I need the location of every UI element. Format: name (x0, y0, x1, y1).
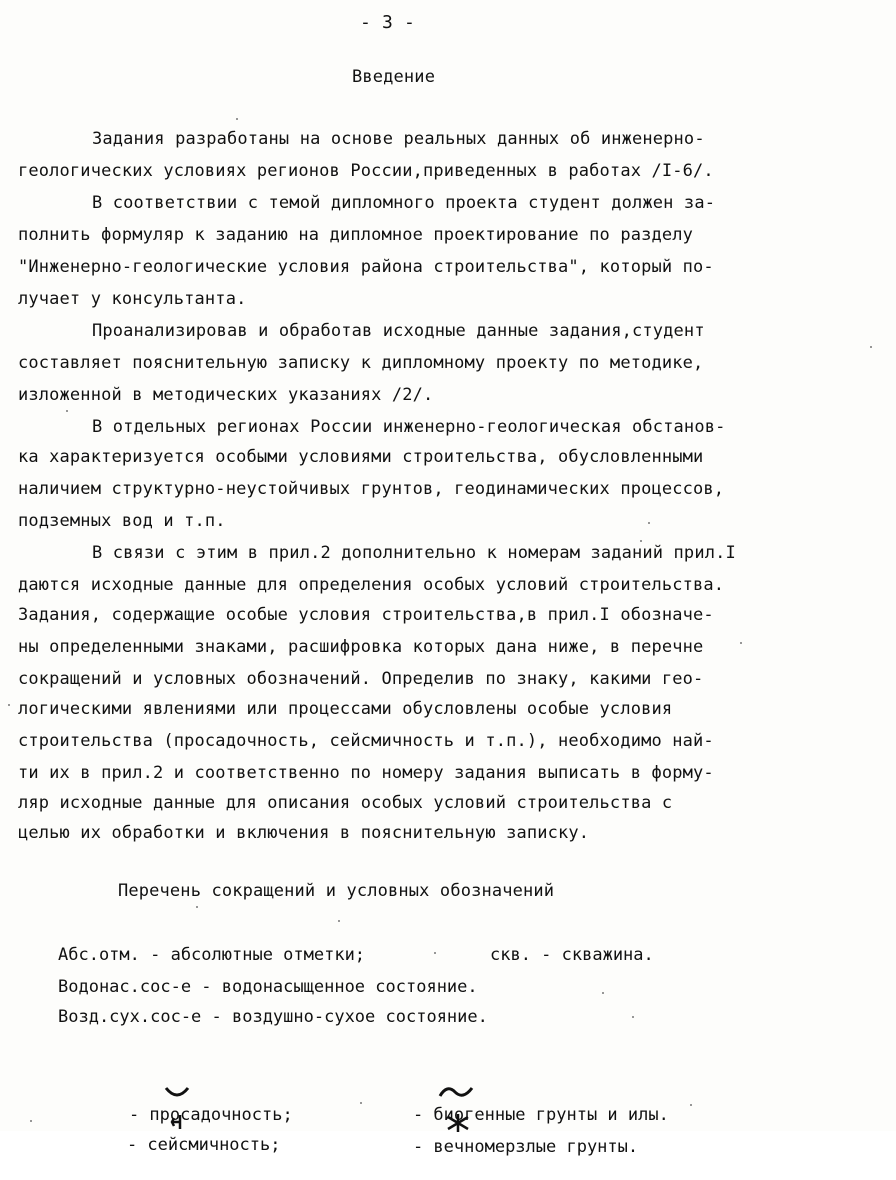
text-line: сокращений и условных обозначений. Определив по знаку, какими гео- (18, 669, 704, 689)
text-line: В соответствии с темой дипломного проекта студент должен за- (92, 193, 716, 213)
text-line: логическими явлениями или процессами обусловлены особые условия (18, 699, 673, 719)
text-line: лучает у консультанта. (18, 289, 247, 309)
text-line: "Инженерно-геологические условия района строительства", который по- (18, 257, 714, 277)
text-line: изложенной в методических указаниях /2/. (18, 385, 434, 405)
text-line: ны определенными знаками, расшифровка которых дана ниже, в перечне (18, 637, 704, 657)
text-line: составляет пояснительную записку к дипломному проекту по методике, (18, 353, 704, 373)
text-line: ляр исходные данные для описания особых условий строительства с (18, 793, 673, 813)
text-line: строительства (просадочность, сейсмичность и т.п.), необходимо най- (18, 731, 714, 751)
abbr-biogen: - биогенные грунты и илы. (336, 1038, 669, 1148)
abbr-seism: - сейсмичность; (66, 1068, 280, 1178)
text-line: Задания, содержащие особые условия строительства,в прил.I обозначе- (18, 605, 714, 625)
text-line: наличием структурно-неустойчивых грунтов, геодинамических процессов, (18, 479, 725, 499)
text-line: Задания разработаны на основе реальных данных об инженерно- (92, 129, 705, 149)
abbr-vodonas: Водонас.сос-е - водонасыщенное состояние. (58, 977, 478, 997)
text-line: геологических условиях регионов России,приведенных в работах /I-6/. (18, 161, 714, 181)
text-line: полнить формуляр к заданию на дипломное проектирование по разделу (18, 225, 694, 245)
abbr-vechnomerz: - вечномерзлые грунты. (340, 1068, 638, 1180)
abbreviations-title: Перечень сокращений и условных обозначений (118, 881, 555, 901)
asterisk-icon (381, 1090, 413, 1110)
text-line: даются исходные данные для определения особых условий строительства. (18, 575, 725, 595)
section-title: Введение (352, 67, 436, 87)
arrow-mark-icon (107, 1090, 127, 1110)
text-line: целью их обработки и включения в пояснительную записку. (18, 823, 590, 843)
abbr-skv: скв. - скважина. (490, 945, 654, 965)
text-line: В отдельных регионах России инженерно-геологическая обстанов- (92, 417, 726, 437)
abbr-vozd: Возд.сух.сос-е - воздушно-сухое состояние. (58, 1007, 488, 1027)
page-number: - 3 - (360, 12, 415, 33)
abbr-prosad: - просадочность; (62, 1038, 293, 1148)
text-line: ти их в прил.2 и соответственно по номеру задания выписать в форму- (18, 763, 714, 783)
abbr-abs-otm: Абс.отм. - абсолютные отметки; (58, 945, 366, 965)
text-line: ка характеризуется особыми условиями строительства, обусловленными (18, 447, 704, 467)
text-line: Проанализировав и обработав исходные данные задания,студент (92, 321, 705, 341)
text-line: подземных вод и т.п. (18, 511, 226, 531)
text-line: В связи с этим в прил.2 дополнительно к номерам заданий прил.I (92, 543, 736, 563)
